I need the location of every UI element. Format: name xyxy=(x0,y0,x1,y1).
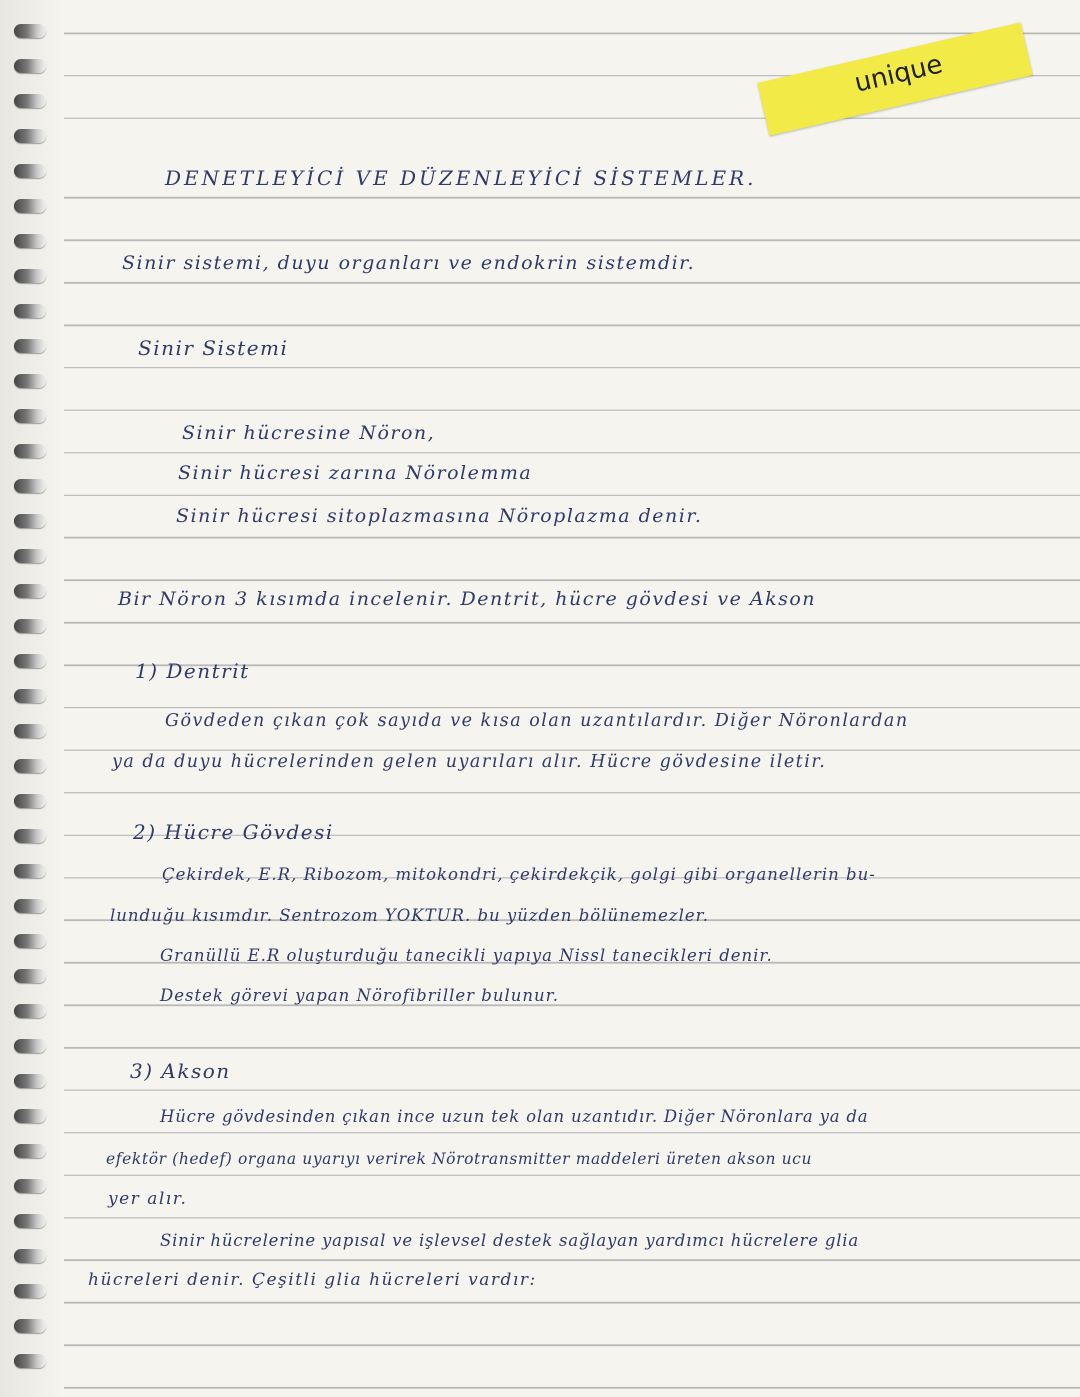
spiral-ring-icon xyxy=(14,234,46,248)
paragraph-line: Hücre gövdesinden çıkan ince uzun tek olan uzantıdır. Diğer Nöronlara ya da xyxy=(160,1107,869,1126)
spiral-binding xyxy=(0,0,64,1397)
parts-line: Bir Nöron 3 kısımda incelenir. Dentrit, hücre gövdesi ve Akson xyxy=(118,588,817,610)
spiral-ring-icon xyxy=(14,1179,46,1193)
hucre-govdesi-heading: 2) Hücre Gövdesi xyxy=(133,820,334,844)
paragraph-line: lunduğu kısımdır. Sentrozom YOKTUR. bu yüzden bölünemezler. xyxy=(110,906,709,925)
spiral-ring-icon xyxy=(14,1144,46,1158)
paragraph-line: hücreleri denir. Çeşitli glia hücreleri vardır: xyxy=(88,1270,537,1290)
spiral-ring-icon xyxy=(14,339,46,353)
spiral-ring-icon xyxy=(14,514,46,528)
paragraph-line: Destek görevi yapan Nörofibriller bulunur. xyxy=(160,986,559,1005)
spiral-ring-icon xyxy=(14,689,46,703)
spiral-ring-icon xyxy=(14,829,46,843)
spiral-ring-icon xyxy=(14,899,46,913)
akson-heading: 3) Akson xyxy=(130,1059,231,1083)
spiral-ring-icon xyxy=(14,794,46,808)
dentrit-heading: 1) Dentrit xyxy=(135,659,250,683)
paragraph-line: ya da duyu hücrelerinden gelen uyarıları alır. Hücre gövdesine iletir. xyxy=(112,752,827,772)
spiral-ring-icon xyxy=(14,374,46,388)
intro-line: Sinir sistemi, duyu organları ve endokrin sistemdir. xyxy=(122,252,696,274)
spiral-ring-icon xyxy=(14,1109,46,1123)
spiral-ring-icon xyxy=(14,269,46,283)
definition-line: Sinir hücresi sitoplazmasına Nöroplazma denir. xyxy=(176,505,703,527)
paragraph-line: efektör (hedef) organa uyarıyı verirek Nörotransmitter maddeleri üreten akson ucu xyxy=(106,1150,813,1168)
page-title: DENETLEYİCİ VE DÜZENLEYİCİ SİSTEMLER. xyxy=(165,166,757,190)
spiral-ring-icon xyxy=(14,24,46,38)
spiral-ring-icon xyxy=(14,1074,46,1088)
spiral-ring-icon xyxy=(14,1004,46,1018)
spiral-ring-icon xyxy=(14,1284,46,1298)
spiral-ring-icon xyxy=(14,479,46,493)
paragraph-line: yer alır. xyxy=(108,1189,188,1209)
paragraph-line: Gövdeden çıkan çok sayıda ve kısa olan uzantılardır. Diğer Nöronlardan xyxy=(165,711,909,731)
sticker-label: unique xyxy=(851,49,946,99)
spiral-ring-icon xyxy=(14,654,46,668)
spiral-ring-icon xyxy=(14,724,46,738)
spiral-ring-icon xyxy=(14,444,46,458)
spiral-ring-icon xyxy=(14,304,46,318)
spiral-ring-icon xyxy=(14,619,46,633)
spiral-ring-icon xyxy=(14,549,46,563)
spiral-ring-icon xyxy=(14,409,46,423)
spiral-ring-icon xyxy=(14,1039,46,1053)
paragraph-line: Çekirdek, E.R, Ribozom, mitokondri, çekirdekçik, golgi gibi organellerin bu- xyxy=(162,865,876,884)
spiral-ring-icon xyxy=(14,94,46,108)
spiral-ring-icon xyxy=(14,1319,46,1333)
paragraph-line: Sinir hücrelerine yapısal ve işlevsel destek sağlayan yardımcı hücrelere glia xyxy=(160,1231,860,1250)
spiral-ring-icon xyxy=(14,59,46,73)
paragraph-line: Granüllü E.R oluşturduğu tanecikli yapıya Nissl tanecikleri denir. xyxy=(160,946,773,965)
spiral-ring-icon xyxy=(14,969,46,983)
spiral-ring-icon xyxy=(14,864,46,878)
spiral-ring-icon xyxy=(14,1354,46,1368)
spiral-ring-icon xyxy=(14,584,46,598)
spiral-ring-icon xyxy=(14,164,46,178)
spiral-ring-icon xyxy=(14,1214,46,1228)
spiral-ring-icon xyxy=(14,199,46,213)
section-heading: Sinir Sistemi xyxy=(138,336,289,360)
definition-line: Sinir hücresi zarına Nörolemma xyxy=(178,462,533,484)
definition-line: Sinir hücresine Nöron, xyxy=(182,422,436,444)
spiral-ring-icon xyxy=(14,759,46,773)
spiral-ring-icon xyxy=(14,1249,46,1263)
unique-sticker xyxy=(757,22,1032,135)
spiral-ring-icon xyxy=(14,129,46,143)
spiral-ring-icon xyxy=(14,934,46,948)
